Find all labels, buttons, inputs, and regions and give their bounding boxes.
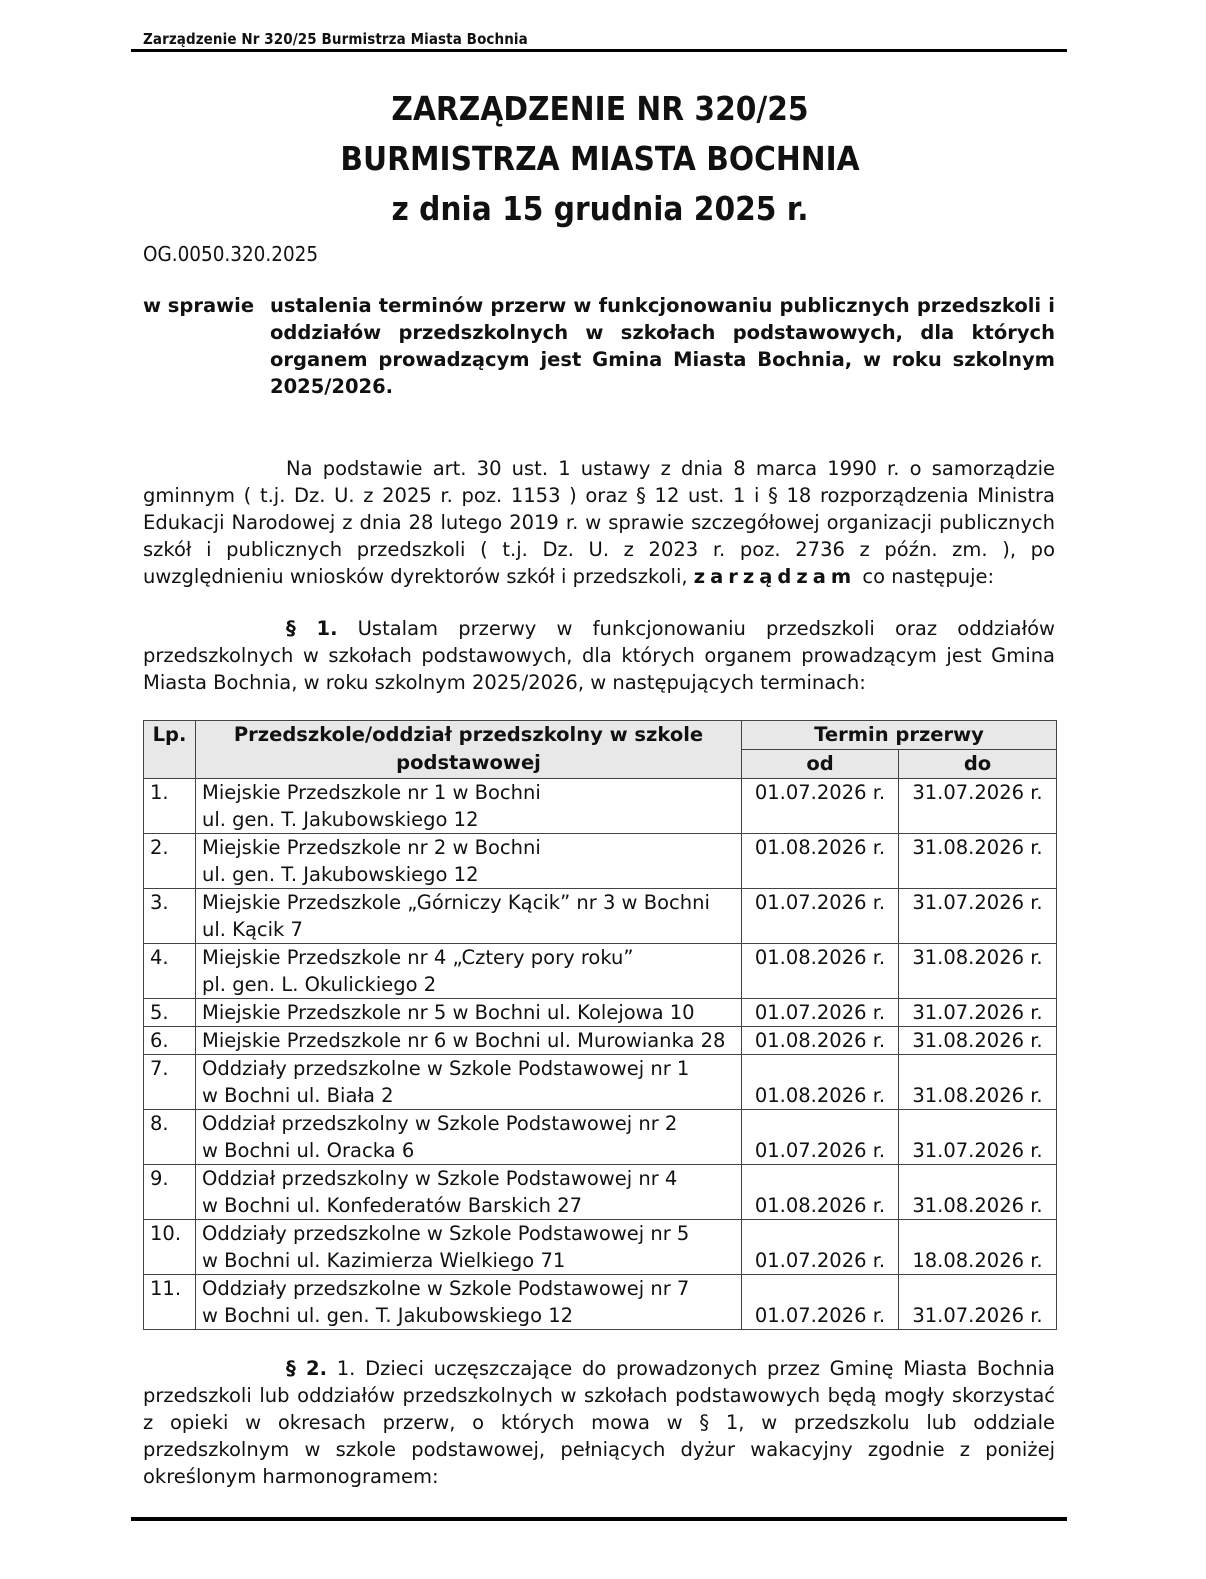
table-row — [144, 999, 1057, 1027]
row-date-to: 31.07.2026 r. — [899, 779, 1057, 834]
section-2-text: 1. Dzieci uczęszczające do prowadzonych przez Gminę Miasta Bochnia przedszkoli lub oddziałów przedszkolnych w szkołach podstawowych będą mogły skorzystać z opieki w okresach przerw, o których mowa w § 1, w przedszkolu lub oddziale przedszkolnym w szkole podstawowej, pełniących dyżur wakacyjny zgodnie z poniżej określonym harmonogramem: — [143, 1357, 1055, 1488]
table-row — [144, 1027, 1057, 1055]
subject-block — [143, 292, 1055, 400]
row-date-to: 31.08.2026 r. — [899, 1165, 1057, 1220]
institution-address: w Bochni ul. Kazimierza Wielkiego 71 — [202, 1249, 566, 1272]
institution-address: w Bochni ul. Oracka 6 — [202, 1139, 415, 1162]
footer-rule — [131, 1517, 1067, 1521]
row-date-from: 01.08.2026 r. — [742, 1027, 899, 1055]
legal-basis-tail: co następuje: — [862, 565, 995, 588]
institution-address: w Bochni ul. Biała 2 — [202, 1084, 394, 1107]
row-date-from: 01.08.2026 r. — [742, 1055, 899, 1110]
row-institution — [196, 944, 742, 999]
row-institution — [196, 889, 742, 944]
institution-name: Miejskie Przedszkole „Górniczy Kącik” nr 3 w Bochni — [202, 891, 710, 914]
institution-name: Oddziały przedszkolne w Szkole Podstawowej nr 5 — [202, 1222, 690, 1245]
row-date-to: 31.07.2026 r. — [899, 1110, 1057, 1165]
header-institution: Przedszkole/oddział przedszkolny w szkole podstawowej — [196, 721, 742, 779]
reference-number: OG.0050.320.2025 — [143, 242, 319, 266]
row-date-to: 31.08.2026 r. — [899, 944, 1057, 999]
table-row — [144, 1275, 1057, 1330]
row-date-from: 01.08.2026 r. — [742, 834, 899, 889]
row-date-to: 18.08.2026 r. — [899, 1220, 1057, 1275]
subject-text: ustalenia terminów przerw w funkcjonowaniu publicznych przedszkoli i oddziałów przedszkolnych w szkołach podstawowych, dla których organem prowadzącym jest Gmina Miasta Bochnia, w roku szkolnym 2025/2026. — [270, 294, 1055, 398]
breaks-table — [143, 720, 1057, 1330]
row-number: 8. — [144, 1110, 196, 1165]
section-2-marker: § 2. — [286, 1357, 328, 1380]
table-row — [144, 1110, 1057, 1165]
row-institution — [196, 1275, 742, 1330]
row-date-from: 01.07.2026 r. — [742, 1275, 899, 1330]
header-lp: Lp. — [144, 721, 196, 779]
institution-name: Miejskie Przedszkole nr 6 w Bochni ul. Murowianka 28 — [202, 1029, 726, 1052]
institution-name: Miejskie Przedszkole nr 4 „Cztery pory roku” — [202, 946, 634, 969]
row-date-to: 31.07.2026 r. — [899, 889, 1057, 944]
section-1-text: Ustalam przerwy w funkcjonowaniu przedszkoli oraz oddziałów przedszkolnych w szkołach podstawowych, dla których organem prowadzącym jest Gmina Miasta Bochnia, w roku szkolnym 2025/2026, w następujących terminach: — [143, 617, 1055, 694]
row-institution — [196, 1055, 742, 1110]
row-number: 1. — [144, 779, 196, 834]
row-number: 9. — [144, 1165, 196, 1220]
table-row — [144, 944, 1057, 999]
row-date-to: 31.07.2026 r. — [899, 999, 1057, 1027]
row-institution — [196, 1220, 742, 1275]
legal-basis-paragraph — [143, 455, 1055, 590]
header-to: do — [899, 750, 1057, 779]
row-date-from: 01.08.2026 r. — [742, 1165, 899, 1220]
institution-address: w Bochni ul. gen. T. Jakubowskiego 12 — [202, 1304, 574, 1327]
row-number: 2. — [144, 834, 196, 889]
legal-basis-text: Na podstawie art. 30 ust. 1 ustawy z dnia 8 marca 1990 r. o samorządzie gminnym ( t.j. Dz. U. z 2025 r. poz. 1153 ) oraz § 12 ust. 1 i § 18 rozporządzenia Ministra Edukacji Narodowej z dnia 28 lutego 2019 r. w sprawie szczegółowej organizacji publicznych szkół i publicznych przedszkoli ( t.j. Dz. U. z 2023 r. poz. 2736 z późn. zm. ), po uwzględnieniu wniosków dyrektorów szkół i przedszkoli, — [143, 457, 1055, 588]
title-line-2: BURMISTRZA MIASTA BOCHNIA — [340, 139, 860, 178]
table-row — [144, 1220, 1057, 1275]
header-from: od — [742, 750, 899, 779]
row-institution — [196, 999, 742, 1027]
row-number: 4. — [144, 944, 196, 999]
row-number: 5. — [144, 999, 196, 1027]
header-period: Termin przerwy — [742, 721, 1057, 750]
row-date-from: 01.07.2026 r. — [742, 999, 899, 1027]
row-date-from: 01.08.2026 r. — [742, 944, 899, 999]
section-1-marker: § 1. — [286, 617, 338, 640]
institution-address: ul. Kącik 7 — [202, 918, 303, 941]
table-row — [144, 834, 1057, 889]
table-row — [144, 1055, 1057, 1110]
decree-verb: zarządzam — [693, 565, 857, 588]
subject-label: w sprawie — [143, 294, 255, 317]
table-body — [144, 779, 1057, 1330]
row-institution — [196, 1165, 742, 1220]
institution-address: pl. gen. L. Okulickiego 2 — [202, 973, 437, 996]
table-row — [144, 889, 1057, 944]
institution-address: ul. gen. T. Jakubowskiego 12 — [202, 808, 479, 831]
row-date-from: 01.07.2026 r. — [742, 1110, 899, 1165]
row-number: 6. — [144, 1027, 196, 1055]
row-date-to: 31.08.2026 r. — [899, 834, 1057, 889]
section-2-paragraph — [143, 1355, 1055, 1490]
row-date-to: 31.08.2026 r. — [899, 1055, 1057, 1110]
row-institution — [196, 1027, 742, 1055]
institution-name: Miejskie Przedszkole nr 2 w Bochni — [202, 836, 541, 859]
title-line-1: ZARZĄDZENIE NR 320/25 — [391, 89, 809, 128]
institution-name: Oddziały przedszkolne w Szkole Podstawowej nr 7 — [202, 1277, 690, 1300]
row-date-from: 01.07.2026 r. — [742, 1220, 899, 1275]
table-row — [144, 1165, 1057, 1220]
row-date-to: 31.08.2026 r. — [899, 1027, 1057, 1055]
institution-name: Oddział przedszkolny w Szkole Podstawowej nr 2 — [202, 1112, 678, 1135]
row-institution — [196, 834, 742, 889]
header-rule — [131, 49, 1067, 52]
row-number: 3. — [144, 889, 196, 944]
table-row — [144, 779, 1057, 834]
institution-name: Miejskie Przedszkole nr 5 w Bochni ul. Kolejowa 10 — [202, 1001, 695, 1024]
institution-address: ul. gen. T. Jakubowskiego 12 — [202, 863, 479, 886]
institution-name: Oddziały przedszkolne w Szkole Podstawowej nr 1 — [202, 1057, 690, 1080]
running-header: Zarządzenie Nr 320/25 Burmistrza Miasta Bochnia — [143, 30, 528, 48]
section-1-paragraph — [143, 615, 1055, 696]
row-number: 7. — [144, 1055, 196, 1110]
institution-name: Miejskie Przedszkole nr 1 w Bochni — [202, 781, 541, 804]
row-date-from: 01.07.2026 r. — [742, 779, 899, 834]
title-line-3: z dnia 15 grudnia 2025 r. — [391, 189, 809, 228]
institution-address: w Bochni ul. Konfederatów Barskich 27 — [202, 1194, 583, 1217]
institution-name: Oddział przedszkolny w Szkole Podstawowej nr 4 — [202, 1167, 678, 1190]
row-number: 11. — [144, 1275, 196, 1330]
row-institution — [196, 1110, 742, 1165]
row-institution — [196, 779, 742, 834]
row-date-to: 31.07.2026 r. — [899, 1275, 1057, 1330]
row-number: 10. — [144, 1220, 196, 1275]
row-date-from: 01.07.2026 r. — [742, 889, 899, 944]
document-title — [200, 84, 1000, 234]
